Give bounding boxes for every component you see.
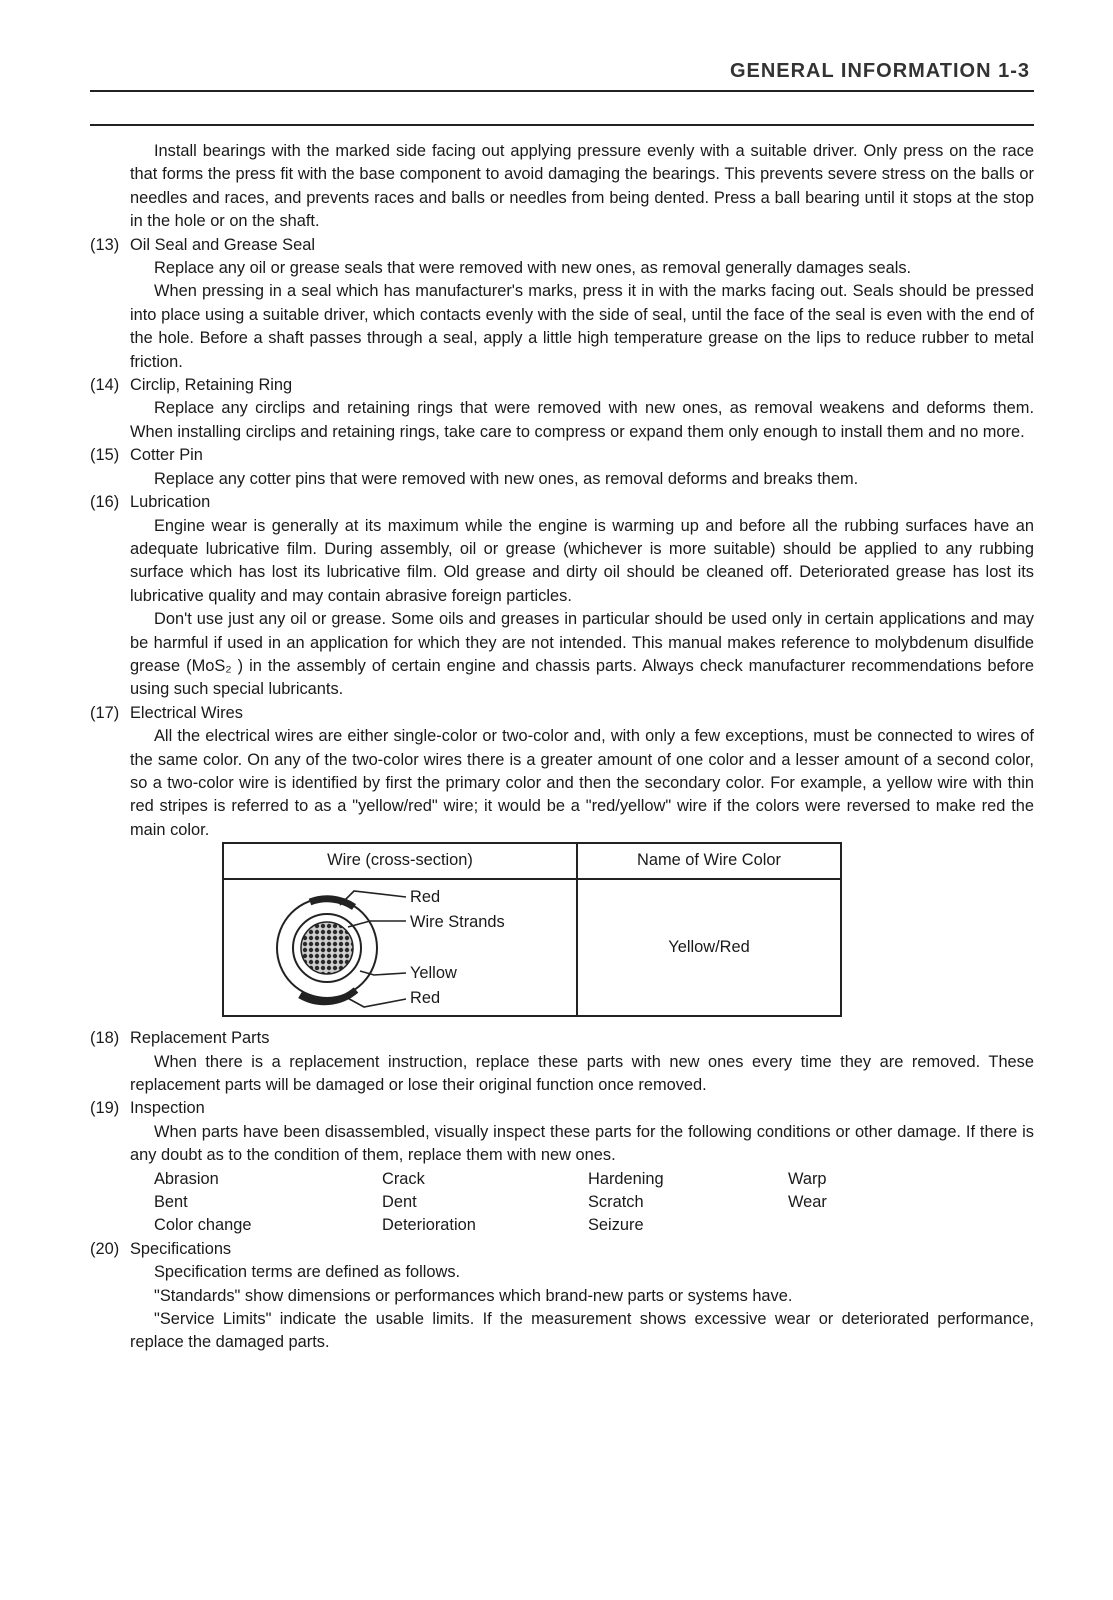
section-cotter-pin [90, 444, 1034, 491]
condition-item: Deterioration [382, 1216, 476, 1235]
condition-item: Color change [154, 1216, 252, 1235]
condition-item: Wear [788, 1193, 827, 1212]
wire-color-name: Yellow/Red [577, 879, 841, 1016]
header-rule-top [90, 90, 1034, 92]
condition-item: Seizure [588, 1216, 644, 1235]
section-title: Replacement Parts [130, 1029, 270, 1048]
section-heading [90, 1238, 1034, 1261]
section-heading [90, 491, 1034, 514]
condition-item [788, 1214, 908, 1237]
section-title: Oil Seal and Grease Seal [130, 235, 315, 254]
wire-diagram-cell [223, 879, 577, 1016]
section-specifications [90, 1238, 1034, 1355]
section-paragraph: Specification terms are defined as follows. [154, 1263, 461, 1282]
wire-cross-section-header: Wire (cross-section) [223, 843, 577, 879]
section-number: (14) [90, 376, 120, 395]
section-title: Specifications [130, 1239, 232, 1258]
section-number: (18) [90, 1029, 120, 1048]
condition-item: Warp [788, 1169, 827, 1188]
section-heading [90, 374, 1034, 397]
wire-color-name-header: Name of Wire Color [577, 843, 841, 879]
section-paragraph: Engine wear is generally at its maximum while the engine is warming up and before all the rubbing surfaces have an adequate lubricative film. During assembly, oil or grease (whichever is more suitable) should be applied to any rubbing surface which has lost its lubricative film. Old grease and dirty oil should be cleaned off. Deteriorated grease has lost its lubricative quality and may contain abrasive foreign particles. [130, 516, 1034, 605]
section-heading [90, 702, 1034, 725]
section-paragraph: "Service Limits" indicate the usable limits. If the measurement shows excessive wear or deteriorated performance, replace the damaged parts. [130, 1310, 1034, 1352]
wire-cross-section-diagram [224, 881, 574, 1014]
condition-item: Bent [154, 1193, 188, 1212]
intro-paragraph: Install bearings with the marked side facing out applying pressure evenly with a suitable driver. Only press on the race that forms the press fit with the base component to avoid damaging the bearings. This prevents severe stress on the balls or needles and races, and prevents races and balls or needles from being dented. Press a ball bearing until it stops at the stop in the hole or on the shaft. [130, 142, 1034, 231]
section-heading [90, 234, 1034, 257]
wire-color-table-wrap [222, 842, 842, 1017]
section-paragraph: When pressing in a seal which has manufacturer's marks, press it in with the marks facing out. Seals should be pressed into place using a suitable driver, which contacts evenly with the side of seal, until the face of the seal is even with the end of the hole. Before a shaft passes through a seal, apply a little high temperature grease on the lips to reduce rubber to metal friction. [130, 282, 1034, 371]
section-title: Circlip, Retaining Ring [130, 376, 293, 395]
section-number: (19) [90, 1099, 120, 1118]
section-title: Electrical Wires [130, 703, 243, 722]
section-electrical-wires [90, 702, 1034, 842]
section-heading [90, 444, 1034, 467]
section-inspection [90, 1097, 1034, 1237]
section-number: (16) [90, 493, 120, 512]
condition-item: Hardening [588, 1169, 664, 1188]
section-title: Cotter Pin [130, 446, 203, 465]
label-red-stripe: Red [410, 989, 441, 1008]
section-number: (13) [90, 235, 120, 254]
section-paragraph: "Standards" show dimensions or performances which brand-new parts or systems have. [154, 1286, 793, 1305]
section-replacement-parts [90, 1027, 1034, 1097]
section-number: (20) [90, 1239, 120, 1258]
section-paragraph: Replace any oil or grease seals that were removed with new ones, as removal generally damages seals. [154, 259, 912, 278]
header-title: GENERAL INFORMATION 1-3 [729, 60, 1030, 82]
wire-color-table [222, 842, 842, 1017]
section-paragraph: Don't use just any oil or grease. Some oils and greases in particular should be used only in certain applications and may be harmful if used in an application for which they are not intended. This manual makes reference to molybdenum disulfide grease (MoS₂ ) in the assembly of certain engine and chassis parts. Always check manufacturer recommendations before using such special lubricants. [130, 610, 1034, 699]
label-red-outer: Red [410, 888, 441, 907]
section-circlip [90, 374, 1034, 444]
page-header [90, 60, 1034, 84]
condition-item: Crack [382, 1169, 425, 1188]
section-paragraph: All the electrical wires are either single-color or two-color and, with only a few exceptions, must be connected to wires of the same color. On any of the two-color wires there is a greater amount of one color and a lesser amount of a second color, so a two-color wire is identified by first the primary color and then the secondary color. For example, a yellow wire with thin red stripes is referred to as a "yellow/red" wire; it would be a "red/yellow" wire if the colors were reversed to make red the main color. [130, 727, 1034, 839]
section-paragraph: When there is a replacement instruction, replace these parts with new ones every time they are removed. These replacement parts will be damaged or lose their original function once removed. [130, 1052, 1034, 1094]
condition-item: Abrasion [154, 1169, 219, 1188]
section-paragraph: Replace any cotter pins that were removed with new ones, as removal deforms and breaks them. [154, 469, 859, 488]
wire-cross-section-icon [224, 881, 574, 1014]
section-title: Lubrication [130, 493, 211, 512]
inspection-conditions-list [90, 1168, 1034, 1238]
section-number: (17) [90, 703, 120, 722]
header-rule-bottom [90, 124, 1034, 126]
section-paragraph: Replace any circlips and retaining rings that were removed with new ones, as removal weakens and deforms them. When installing circlips and retaining rings, take care to compress or expand them only enough to install them and no more. [130, 399, 1034, 441]
label-yellow: Yellow [410, 964, 457, 983]
page-content [90, 140, 1034, 1355]
condition-item: Dent [382, 1193, 417, 1212]
section-lubrication [90, 491, 1034, 702]
section-heading [90, 1027, 1034, 1050]
section-heading [90, 1097, 1034, 1120]
section-paragraph: When parts have been disassembled, visually inspect these parts for the following conditions or other damage. If there is any doubt as to the condition of them, replace them with new ones. [130, 1122, 1034, 1165]
label-wire-strands: Wire Strands [410, 913, 505, 932]
section-oil-seal [90, 234, 1034, 374]
section-number: (15) [90, 446, 120, 465]
condition-item: Scratch [588, 1193, 644, 1212]
section-title: Inspection [130, 1099, 205, 1118]
